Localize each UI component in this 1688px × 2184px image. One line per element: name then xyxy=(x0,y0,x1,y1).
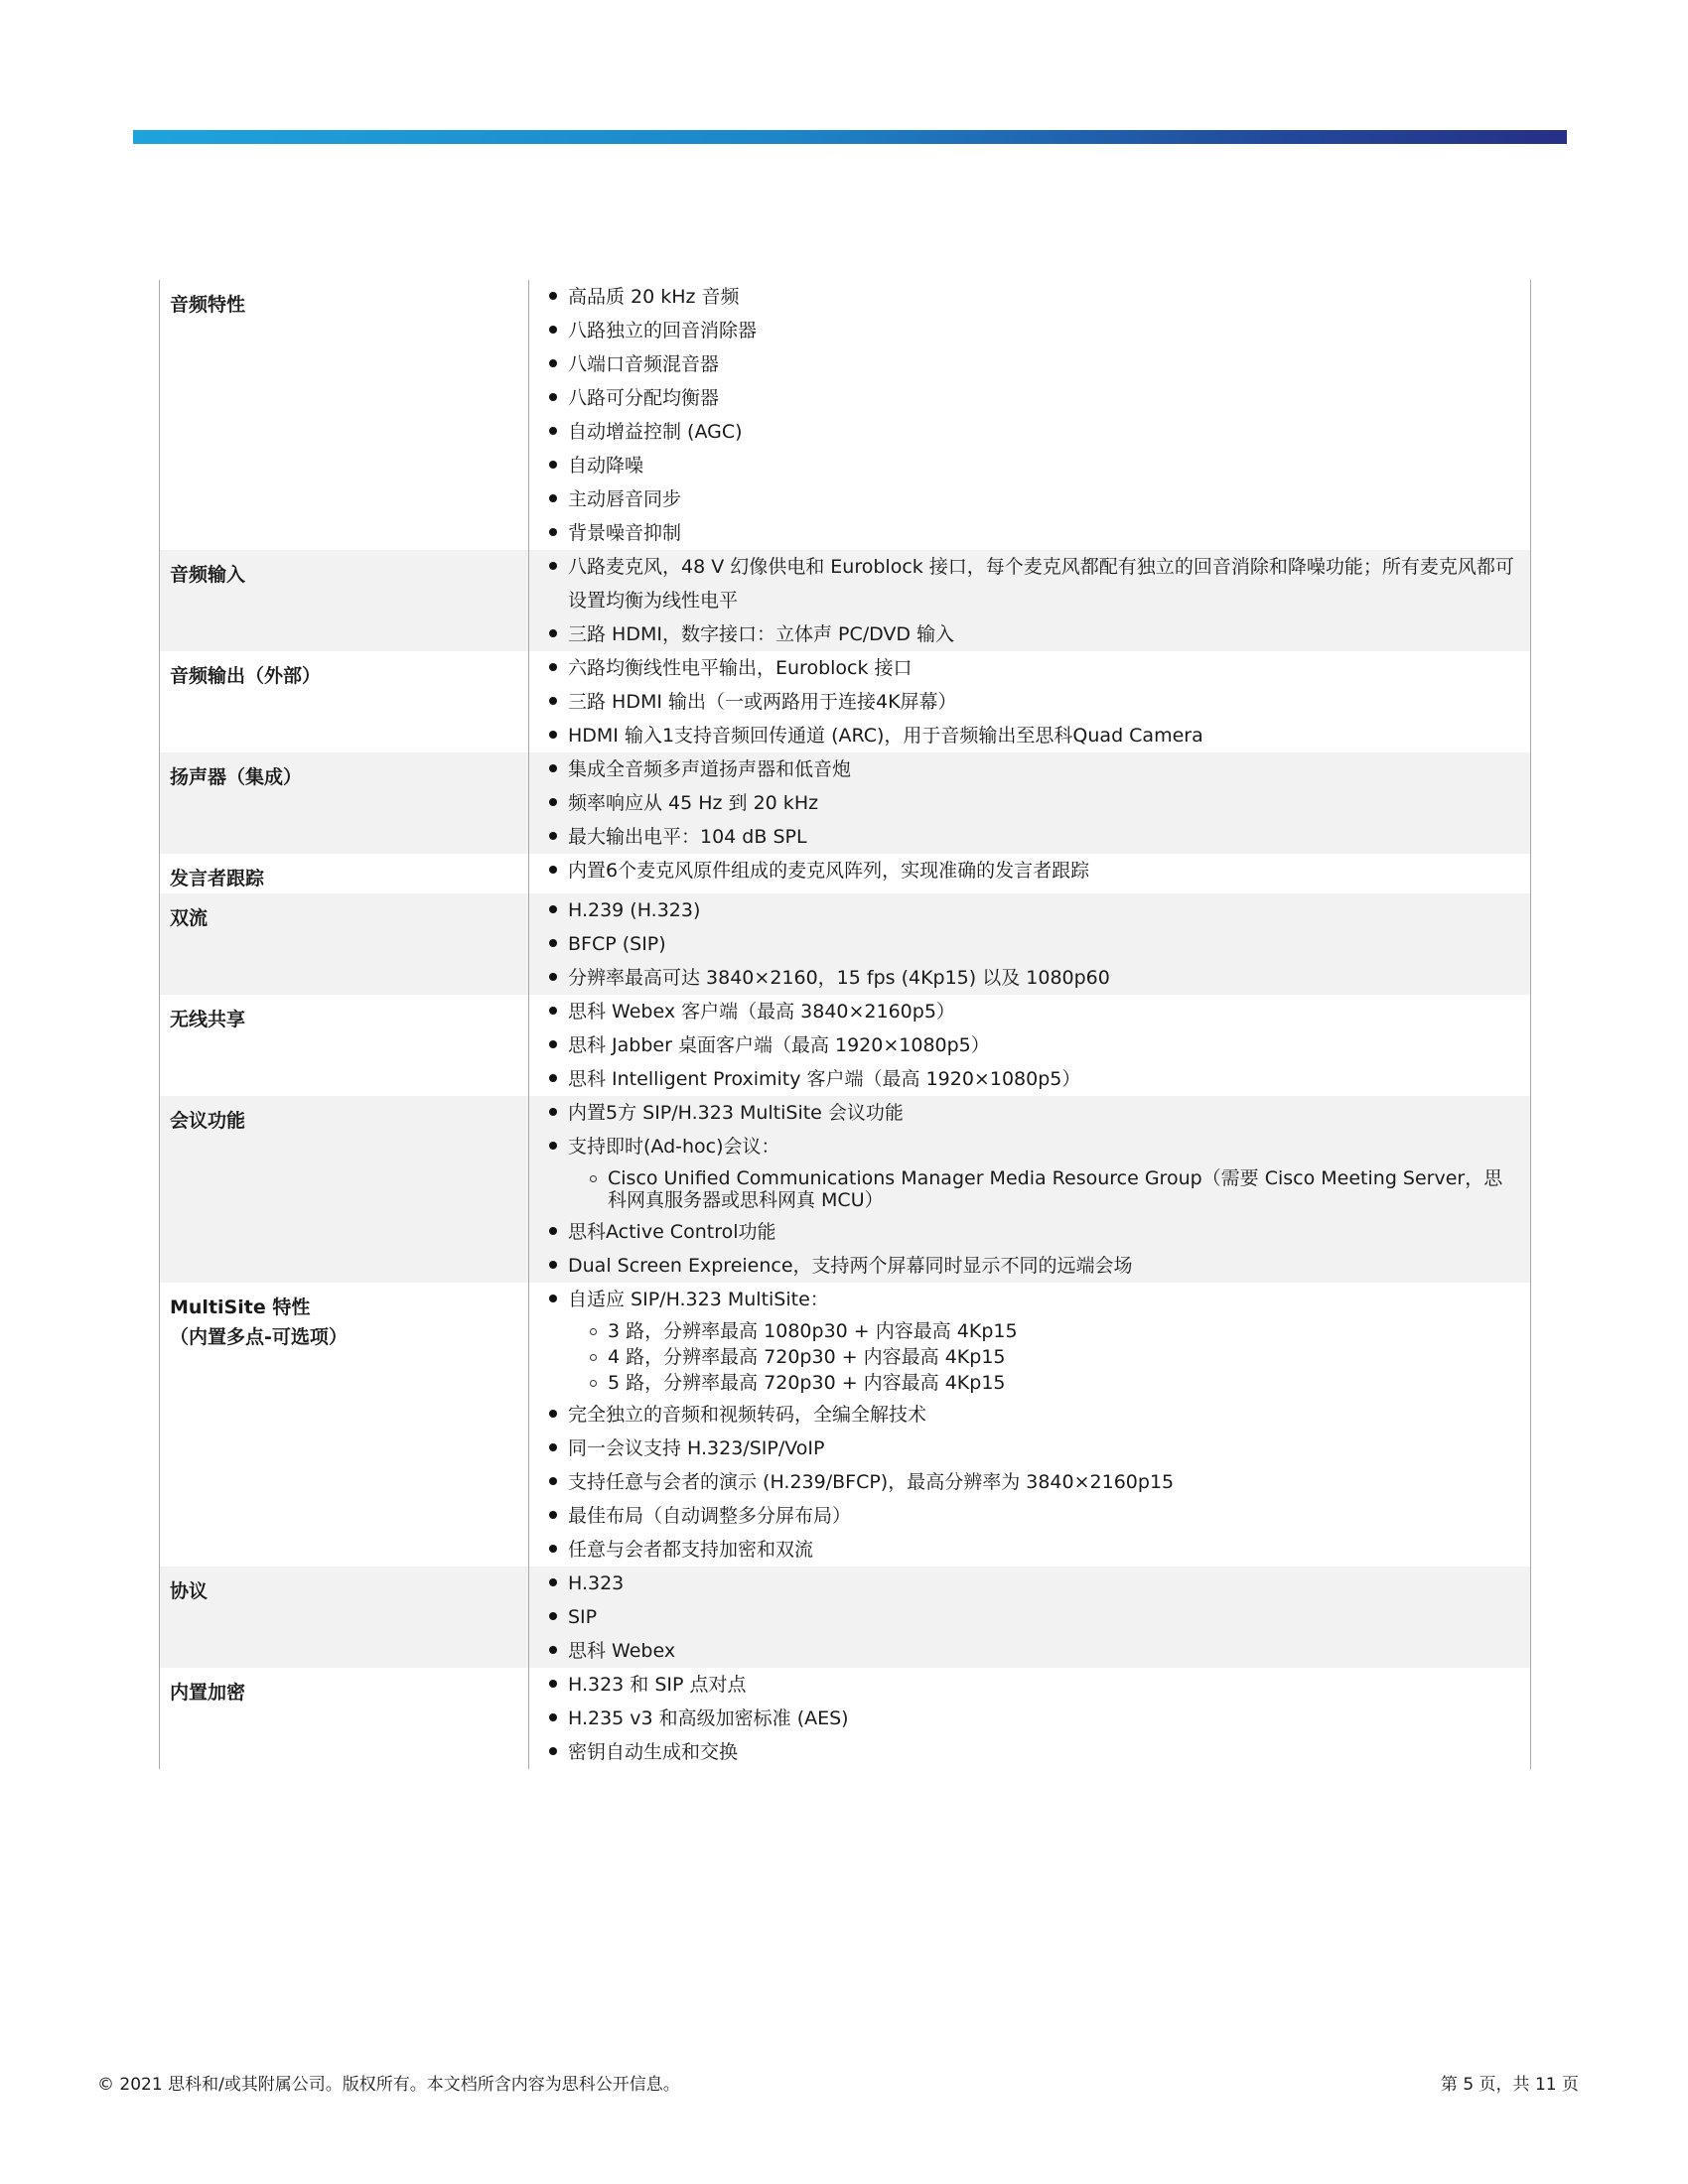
bullet-text: 六路均衡线性电平输出，Euroblock 接口 xyxy=(568,657,913,679)
bullet-item xyxy=(547,1215,1514,1249)
bullet-text: 自适应 SIP/H.323 MultiSite： xyxy=(568,1289,829,1310)
bullet-text: 高品质 20 kHz 音频 xyxy=(568,286,740,308)
bullet-text: 密钥自动生成和交换 xyxy=(568,1741,739,1763)
bullet-list xyxy=(547,651,1514,752)
spec-value-cell xyxy=(529,1567,1531,1668)
spec-label: MultiSite 特性 xyxy=(170,1297,311,1318)
spec-row xyxy=(160,1668,1531,1769)
bullet-text: 自动增益控制 (AGC) xyxy=(568,421,743,443)
bullet-item xyxy=(547,1096,1514,1130)
bullet-item xyxy=(547,1499,1514,1533)
bullet-text: BFCP (SIP) xyxy=(568,933,666,955)
bullet-item xyxy=(547,1465,1514,1499)
bullet-item xyxy=(547,685,1514,719)
spec-value-cell xyxy=(529,893,1531,995)
spec-label-cell xyxy=(160,1567,529,1668)
spec-label-cell xyxy=(160,854,529,893)
bullet-text: 支持即时(Ad-hoc)会议： xyxy=(568,1136,780,1158)
bullet-text: 完全独立的音频和视频转码，全编全解技术 xyxy=(568,1404,927,1426)
bullet-list xyxy=(547,280,1514,550)
bullet-text: 内置5方 SIP/H.323 MultiSite 会议功能 xyxy=(568,1102,904,1124)
bullet-item xyxy=(547,516,1514,550)
bullet-item xyxy=(547,1634,1514,1668)
spec-label-cell xyxy=(160,1283,529,1567)
bullet-item xyxy=(547,381,1514,415)
spec-value-cell xyxy=(529,651,1531,752)
spec-value-cell xyxy=(529,550,1531,651)
spec-row xyxy=(160,854,1531,893)
bullet-text: H.323 xyxy=(568,1572,625,1594)
bullet-text: H.239 (H.323) xyxy=(568,899,701,921)
bullet-list xyxy=(547,1096,1514,1283)
spec-label-cell xyxy=(160,893,529,995)
spec-row xyxy=(160,1096,1531,1283)
sub-bullet-list xyxy=(568,1320,1514,1394)
bullet-text: SIP xyxy=(568,1606,598,1628)
bullet-list xyxy=(547,854,1514,887)
bullet-item xyxy=(547,1600,1514,1634)
bullet-text: 八路可分配均衡器 xyxy=(568,387,720,409)
sub-bullet-item: 3 路，分辨率最高 1080p30 + 内容最高 4Kp15 xyxy=(568,1320,1514,1342)
bullet-item xyxy=(547,550,1514,617)
footer-page-number: 第 5 页，共 11 页 xyxy=(1440,2075,1579,2095)
bullet-item xyxy=(547,854,1514,887)
spec-row xyxy=(160,995,1531,1096)
bullet-item xyxy=(547,961,1514,995)
bullet-text: 八端口音频混音器 xyxy=(568,353,720,375)
spec-label: （内置多点-可选项） xyxy=(170,1326,348,1348)
spec-label-cell xyxy=(160,995,529,1096)
bullet-text: H.323 和 SIP 点对点 xyxy=(568,1674,747,1696)
bullet-item xyxy=(547,651,1514,685)
footer-copyright: © 2021 思科和/或其附属公司。版权所有。本文档所含内容为思科公开信息。 xyxy=(97,2075,680,2095)
bullet-text: 主动唇音同步 xyxy=(568,488,682,510)
bullet-text: 自动降噪 xyxy=(568,455,644,477)
spec-label-cell xyxy=(160,1096,529,1283)
bullet-item xyxy=(547,719,1514,752)
sub-bullet-list xyxy=(568,1167,1514,1211)
spec-value-cell xyxy=(529,854,1531,893)
bullet-text: 分辨率最高可达 3840×2160，15 fps (4Kp15) 以及 1080p60 xyxy=(568,967,1110,989)
spec-label-cell xyxy=(160,280,529,550)
bullet-text: 最大输出电平：104 dB SPL xyxy=(568,826,807,848)
bullet-item xyxy=(547,1702,1514,1735)
bullet-text: 频率响应从 45 Hz 到 20 kHz xyxy=(568,792,819,814)
bullet-item xyxy=(547,820,1514,854)
spec-label-cell xyxy=(160,752,529,854)
bullet-list xyxy=(547,995,1514,1096)
spec-label: 发言者跟踪 xyxy=(170,868,265,889)
bullet-item xyxy=(547,314,1514,347)
spec-label: 无线共享 xyxy=(170,1009,246,1030)
bullet-text: 三路 HDMI，数字接口：立体声 PC/DVD 输入 xyxy=(568,623,955,645)
spec-table xyxy=(159,280,1531,1769)
bullet-item xyxy=(547,1567,1514,1600)
bullet-text: 内置6个麦克风原件组成的麦克风阵列，实现准确的发言者跟踪 xyxy=(568,860,1090,882)
spec-row xyxy=(160,280,1531,550)
bullet-text: 八路麦克风，48 V 幻像供电和 Euroblock 接口，每个麦克风都配有独立的回音消除和降噪功能；所有麦克风都可设置均衡为线性电平 xyxy=(568,556,1514,612)
header-color-bar xyxy=(133,130,1567,144)
sub-bullet-item: 4 路，分辨率最高 720p30 + 内容最高 4Kp15 xyxy=(568,1346,1514,1368)
spec-label: 内置加密 xyxy=(170,1682,246,1704)
spec-label: 音频输入 xyxy=(170,564,246,586)
bullet-text: 背景噪音抑制 xyxy=(568,522,682,544)
bullet-item xyxy=(547,786,1514,820)
bullet-item xyxy=(547,280,1514,314)
spec-value-cell xyxy=(529,1096,1531,1283)
bullet-item xyxy=(547,995,1514,1028)
bullet-item xyxy=(547,1062,1514,1096)
bullet-item xyxy=(547,1735,1514,1769)
bullet-text: 思科 Webex 客户端（最高 3840×2160p5） xyxy=(568,1001,955,1023)
spec-value-cell xyxy=(529,280,1531,550)
bullet-item xyxy=(547,927,1514,961)
bullet-list xyxy=(547,550,1514,651)
bullet-item xyxy=(547,415,1514,449)
bullet-list xyxy=(547,893,1514,995)
bullet-item xyxy=(547,1668,1514,1702)
spec-value-cell xyxy=(529,995,1531,1096)
bullet-item xyxy=(547,1533,1514,1567)
bullet-list xyxy=(547,1567,1514,1668)
bullet-item xyxy=(547,449,1514,482)
spec-row xyxy=(160,752,1531,854)
bullet-text: 思科Active Control功能 xyxy=(568,1221,776,1243)
spec-table-body xyxy=(160,280,1531,1769)
spec-row xyxy=(160,893,1531,995)
bullet-text: 八路独立的回音消除器 xyxy=(568,320,758,341)
bullet-text: 最佳布局（自动调整多分屏布局） xyxy=(568,1505,852,1527)
spec-row xyxy=(160,651,1531,752)
sub-bullet-item: 5 路，分辨率最高 720p30 + 内容最高 4Kp15 xyxy=(568,1372,1514,1394)
spec-label: 双流 xyxy=(170,907,209,929)
bullet-list xyxy=(547,1283,1514,1567)
bullet-text: Dual Screen Expreience，支持两个屏幕同时显示不同的远端会场 xyxy=(568,1255,1133,1277)
bullet-text: 同一会议支持 H.323/SIP/VoIP xyxy=(568,1437,825,1459)
bullet-text: 支持任意与会者的演示 (H.239/BFCP)，最高分辨率为 3840×2160p15 xyxy=(568,1471,1175,1493)
bullet-text: 思科 Jabber 桌面客户端（最高 1920×1080p5） xyxy=(568,1034,990,1056)
bullet-text: 思科 Intelligent Proximity 客户端（最高 1920×1080p5） xyxy=(568,1068,1081,1090)
bullet-item xyxy=(547,1130,1514,1211)
spec-label-cell xyxy=(160,1668,529,1769)
bullet-text: 三路 HDMI 输出（一或两路用于连接4K屏幕） xyxy=(568,691,957,713)
spec-label-cell xyxy=(160,550,529,651)
spec-label: 音频输出（外部） xyxy=(170,665,322,687)
spec-label: 协议 xyxy=(170,1580,209,1602)
bullet-item xyxy=(547,1028,1514,1062)
bullet-text: 集成全音频多声道扬声器和低音炮 xyxy=(568,758,852,780)
bullet-item xyxy=(547,617,1514,651)
spec-row xyxy=(160,1283,1531,1567)
bullet-text: 任意与会者都支持加密和双流 xyxy=(568,1539,814,1561)
spec-label: 会议功能 xyxy=(170,1110,246,1132)
spec-value-cell xyxy=(529,1668,1531,1769)
bullet-item xyxy=(547,1432,1514,1465)
bullet-item xyxy=(547,752,1514,786)
bullet-text: HDMI 输入1支持音频回传通道 (ARC)，用于音频输出至思科Quad Camera xyxy=(568,725,1203,747)
spec-row xyxy=(160,550,1531,651)
bullet-list xyxy=(547,1668,1514,1769)
spec-label-cell xyxy=(160,651,529,752)
bullet-list xyxy=(547,752,1514,854)
bullet-item xyxy=(547,1398,1514,1432)
bullet-text: H.235 v3 和高级加密标准 (AES) xyxy=(568,1707,849,1729)
spec-label: 音频特性 xyxy=(170,294,246,316)
spec-value-cell xyxy=(529,752,1531,854)
spec-value-cell xyxy=(529,1283,1531,1567)
bullet-item xyxy=(547,347,1514,381)
bullet-item xyxy=(547,1249,1514,1283)
bullet-item xyxy=(547,893,1514,927)
bullet-item xyxy=(547,482,1514,516)
spec-label: 扬声器（集成） xyxy=(170,766,303,788)
bullet-item xyxy=(547,1283,1514,1394)
bullet-text: 思科 Webex xyxy=(568,1640,676,1662)
spec-row xyxy=(160,1567,1531,1668)
sub-bullet-item: Cisco Unified Communications Manager Media Resource Group（需要 Cisco Meeting Server，思科网真服务器或思科网真 MCU） xyxy=(568,1167,1514,1211)
